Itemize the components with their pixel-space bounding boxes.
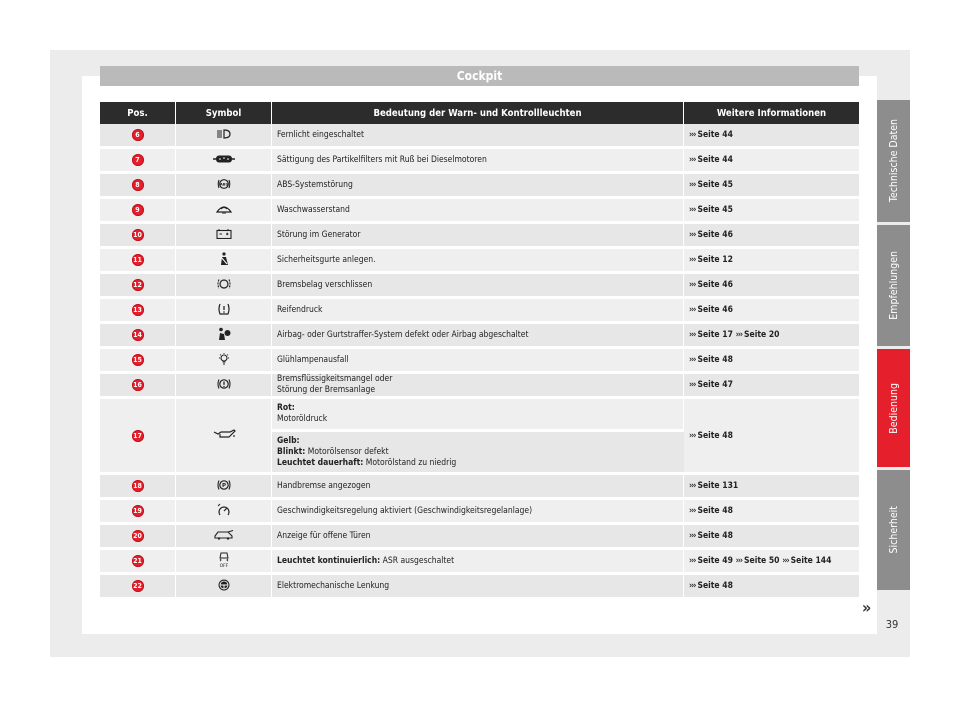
position-badge: 20: [133, 532, 142, 540]
position-badge: 15: [133, 356, 142, 364]
page-reference-label: Seite 48: [697, 581, 733, 591]
symbol-cell: [176, 199, 272, 224]
table-header-row: [100, 102, 859, 124]
page-reference-link[interactable]: [689, 481, 738, 491]
high-beam-icon: [216, 129, 232, 139]
position-badge: 10: [133, 231, 142, 239]
meaning-text: Bremsbelag verschlissen: [277, 280, 373, 290]
page-reference-label: Seite 48: [697, 506, 733, 516]
chevron-icon: ›››: [689, 330, 696, 340]
symbol-cell: [176, 174, 272, 199]
table-row: [100, 324, 859, 349]
airbag-icon: [216, 327, 232, 341]
column-header-meaning: Bedeutung der Warn- und Kontrollleuchten: [272, 102, 684, 124]
position-badge: 22: [133, 582, 142, 590]
symbol-cell: [176, 224, 272, 249]
page-reference-link[interactable]: [689, 230, 733, 240]
continue-mark: »: [862, 598, 872, 617]
position-cell: [100, 174, 176, 199]
position-badge: 18: [133, 482, 142, 490]
meaning-label: Leuchtet dauerhaft:: [277, 457, 364, 468]
table-row: [100, 149, 859, 174]
meaning-cell-red: [272, 399, 684, 432]
symbol-cell: [176, 550, 272, 575]
chevron-icon: ›››: [689, 230, 696, 240]
meaning-text: Handbremse angezogen: [277, 481, 371, 491]
info-cell: [684, 500, 859, 525]
chevron-icon: ›››: [689, 581, 696, 591]
meaning-cell: [272, 575, 684, 600]
chevron-icon: ›››: [689, 481, 696, 491]
page-reference-link[interactable]: [689, 155, 733, 165]
page-reference-link[interactable]: [782, 556, 831, 566]
chevron-icon: ›››: [689, 506, 696, 516]
meaning-text: Bremsflüssigkeitsmangel oder: [277, 374, 393, 384]
meaning-label: Leuchtet kontinuierlich:: [277, 556, 381, 566]
page-reference-link[interactable]: [689, 581, 733, 591]
info-cell: [684, 174, 859, 199]
chevron-icon: ›››: [689, 205, 696, 215]
position-badge: 17: [133, 431, 142, 440]
symbol-cell: [176, 149, 272, 174]
page-reference-label: Seite 48: [697, 430, 733, 441]
position-cell: [100, 224, 176, 249]
page-reference-link[interactable]: [689, 255, 733, 265]
chevron-icon: ›››: [689, 180, 696, 190]
symbol-cell: [176, 374, 272, 399]
info-cell: [684, 550, 859, 575]
page-reference-label: Seite 44: [697, 130, 733, 140]
meaning-text: Glühlampenausfall: [277, 355, 349, 365]
position-cell: [100, 374, 176, 399]
position-cell: [100, 349, 176, 374]
position-badge: 12: [133, 281, 142, 289]
svg-text:P: P: [221, 482, 226, 489]
tab-technische-daten[interactable]: Technische Daten: [877, 100, 910, 222]
brake-fluid-icon: [216, 377, 232, 391]
info-cell: [684, 399, 859, 475]
door-open-icon: [213, 530, 235, 540]
page-title: Cockpit: [100, 66, 859, 86]
page-number: 39: [885, 618, 899, 631]
page-reference-label: Seite 50: [744, 556, 780, 566]
battery-icon: [216, 228, 232, 239]
washer-fluid-icon: [215, 203, 233, 215]
meaning-cell: [272, 475, 684, 500]
position-cell: [100, 249, 176, 274]
meaning-text: Elektromechanische Lenkung: [277, 581, 390, 591]
meaning-cell: [272, 249, 684, 274]
meaning-text: Sättigung des Partikelfilters mit Ruß bei Dieselmotoren: [277, 155, 487, 165]
table-row: [100, 575, 859, 600]
meaning-text: Reifendruck: [277, 305, 323, 315]
page-reference-link[interactable]: [689, 431, 733, 441]
position-cell: [100, 500, 176, 525]
table-row: [100, 374, 859, 399]
page-reference-link[interactable]: [689, 130, 733, 140]
meaning-label: Blinkt:: [277, 446, 306, 457]
position-cell: [100, 575, 176, 600]
table-row: [100, 550, 859, 575]
meaning-cell: [272, 324, 684, 349]
meaning-cell: [272, 374, 684, 399]
meaning-cell: [272, 124, 684, 149]
info-cell: [684, 274, 859, 299]
position-cell: [100, 199, 176, 224]
tab-bedienung[interactable]: Bedienung: [877, 349, 910, 467]
meaning-text: Fernlicht eingeschaltet: [277, 130, 364, 140]
meaning-cell: [272, 199, 684, 224]
chevron-icon: ›››: [735, 330, 743, 340]
table-row: [100, 525, 859, 550]
page-reference-label: Seite 46: [697, 280, 733, 290]
position-cell: [100, 299, 176, 324]
meaning-cell: [272, 224, 684, 249]
tab-sicherheit[interactable]: Sicherheit: [877, 470, 910, 590]
chevron-icon: ›››: [689, 305, 696, 315]
position-cell: [100, 525, 176, 550]
meaning-text: Airbag- oder Gurtstraffer-System defekt oder Airbag abgeschaltet: [277, 330, 529, 340]
meaning-line: [277, 458, 679, 469]
parking-brake-icon: [216, 478, 232, 492]
meaning-cell-yellow: [272, 432, 684, 475]
meaning-cell: [272, 525, 684, 550]
page-reference-label: Seite 45: [697, 205, 733, 215]
position-badge: 11: [133, 256, 142, 264]
position-badge: 16: [133, 381, 142, 389]
table-row: [100, 224, 859, 249]
symbol-cell: [176, 575, 272, 600]
chevron-icon: ›››: [689, 556, 696, 566]
column-header-symbol: Symbol: [176, 102, 272, 124]
info-cell: [684, 475, 859, 500]
table-row: [100, 124, 859, 149]
page-reference-link[interactable]: [689, 380, 733, 390]
symbol-cell: [176, 399, 272, 475]
column-header-info: Weitere Informationen: [684, 102, 859, 124]
meaning-text: Geschwindigkeitsregelung aktiviert (Geschwindigkeitsregelanlage): [277, 506, 533, 516]
chevron-icon: ›››: [735, 556, 743, 566]
position-badge: 6: [132, 129, 144, 141]
symbol-cell: [176, 349, 272, 374]
seatbelt-icon: [218, 252, 230, 266]
table-row: [100, 399, 859, 432]
svg-text:OFF: OFF: [219, 563, 228, 568]
page-reference-link[interactable]: [736, 330, 780, 340]
meaning-cell: [272, 274, 684, 299]
chevron-icon: ›››: [689, 155, 696, 165]
position-badge: 9: [132, 204, 144, 216]
steering-icon: [217, 578, 231, 592]
info-cell: [684, 525, 859, 550]
table-row: [100, 199, 859, 224]
svg-text:ABS: ABS: [219, 182, 228, 187]
chevron-icon: ›››: [689, 255, 696, 265]
symbol-cell: [176, 500, 272, 525]
symbol-cell: [176, 324, 272, 349]
page-reference-link[interactable]: [689, 531, 733, 541]
position-badge: 21: [133, 557, 142, 565]
table-row: [100, 349, 859, 374]
meaning-text: Sicherheitsgurte anlegen.: [277, 255, 376, 265]
page-reference-label: Seite 12: [697, 255, 733, 265]
info-cell: [684, 249, 859, 274]
page-reference-link[interactable]: [689, 205, 733, 215]
bulb-icon: [217, 352, 231, 366]
page-reference-label: Seite 47: [697, 380, 733, 390]
page-reference-link[interactable]: [689, 556, 733, 566]
page-reference-link[interactable]: [689, 355, 733, 365]
page-reference-link[interactable]: [689, 280, 733, 290]
info-cell: [684, 349, 859, 374]
meaning-text: Motorölsensor defekt: [307, 446, 389, 457]
chevron-icon: ›››: [689, 531, 696, 541]
position-cell: [100, 274, 176, 299]
page-reference-label: Seite 45: [697, 180, 733, 190]
position-cell: [100, 324, 176, 349]
page-reference-label: Seite 17: [697, 330, 733, 340]
page-reference-label: Seite 131: [697, 481, 739, 491]
meaning-cell: [272, 500, 684, 525]
symbol-cell: [176, 124, 272, 149]
brake-pad-icon: [216, 277, 232, 291]
info-cell: [684, 224, 859, 249]
page-reference-label: Seite 49: [697, 556, 733, 566]
page-reference-label: Seite 20: [744, 330, 780, 340]
meaning-text: ABS-Systemstörung: [277, 180, 353, 190]
table-row: [100, 500, 859, 525]
page-reference-link[interactable]: [689, 506, 733, 516]
chevron-icon: ›››: [689, 280, 696, 290]
chevron-icon: ›››: [689, 430, 696, 441]
chevron-icon: ›››: [689, 355, 696, 365]
meaning-cell: [272, 174, 684, 199]
table-row: [100, 299, 859, 324]
position-cell: [100, 124, 176, 149]
tab-empfehlungen[interactable]: Empfehlungen: [877, 225, 910, 346]
info-cell: [684, 199, 859, 224]
page-reference-label: Seite 144: [790, 556, 832, 566]
position-badge: 13: [133, 306, 142, 314]
table-row: [100, 249, 859, 274]
table-row: [100, 274, 859, 299]
oil-pressure-icon: [212, 429, 236, 439]
meaning-cell: [272, 550, 684, 575]
meaning-text: ASR ausgeschaltet: [382, 556, 455, 566]
meaning-text: Störung der Bremsanlage: [277, 385, 376, 395]
warning-lights-table: [100, 102, 859, 600]
position-cell: [100, 550, 176, 575]
info-cell: [684, 374, 859, 399]
page-reference-link[interactable]: [736, 556, 780, 566]
meaning-text: Motoröldruck: [277, 414, 328, 424]
position-cell: [100, 475, 176, 500]
column-header-pos: Pos.: [100, 102, 176, 124]
meaning-label: Gelb:: [277, 435, 300, 446]
meaning-text: Anzeige für offene Türen: [277, 531, 371, 541]
meaning-cell: [272, 349, 684, 374]
info-cell: [684, 324, 859, 349]
info-cell: [684, 299, 859, 324]
page-reference-link[interactable]: [689, 330, 733, 340]
position-badge: 8: [132, 179, 144, 191]
asr-off-icon: [216, 552, 232, 568]
info-cell: [684, 575, 859, 600]
page-reference-link[interactable]: [689, 305, 733, 315]
position-badge: 7: [132, 154, 144, 166]
page-reference-label: Seite 46: [697, 230, 733, 240]
chevron-icon: ›››: [689, 130, 696, 140]
symbol-cell: [176, 274, 272, 299]
info-cell: [684, 149, 859, 174]
meaning-line: [277, 447, 679, 458]
position-badge: 19: [133, 507, 142, 515]
chevron-icon: ›››: [782, 556, 789, 566]
particulate-filter-icon: [212, 154, 236, 164]
symbol-cell: [176, 475, 272, 500]
tyre-pressure-icon: [217, 302, 231, 316]
position-badge: 14: [133, 331, 142, 339]
symbol-cell: [176, 299, 272, 324]
position-cell: [100, 399, 176, 475]
chevron-icon: ›››: [689, 380, 696, 390]
table-row: [100, 174, 859, 199]
cruise-control-icon: [217, 503, 231, 517]
abs-icon: [217, 177, 231, 191]
symbol-cell: [176, 249, 272, 274]
page-reference-label: Seite 48: [697, 531, 733, 541]
meaning-cell: [272, 299, 684, 324]
table-row: [100, 475, 859, 500]
page-reference-label: Seite 46: [697, 305, 733, 315]
meaning-text: Waschwasserstand: [277, 205, 350, 215]
page-reference-link[interactable]: [689, 180, 733, 190]
page-reference-label: Seite 44: [697, 155, 733, 165]
meaning-text: Störung im Generator: [277, 230, 361, 240]
position-cell: [100, 149, 176, 174]
meaning-cell: [272, 149, 684, 174]
meaning-label: Rot:: [277, 403, 295, 413]
page-reference-label: Seite 48: [697, 355, 733, 365]
symbol-cell: [176, 525, 272, 550]
meaning-text: Motorölstand zu niedrig: [365, 457, 457, 468]
info-cell: [684, 124, 859, 149]
